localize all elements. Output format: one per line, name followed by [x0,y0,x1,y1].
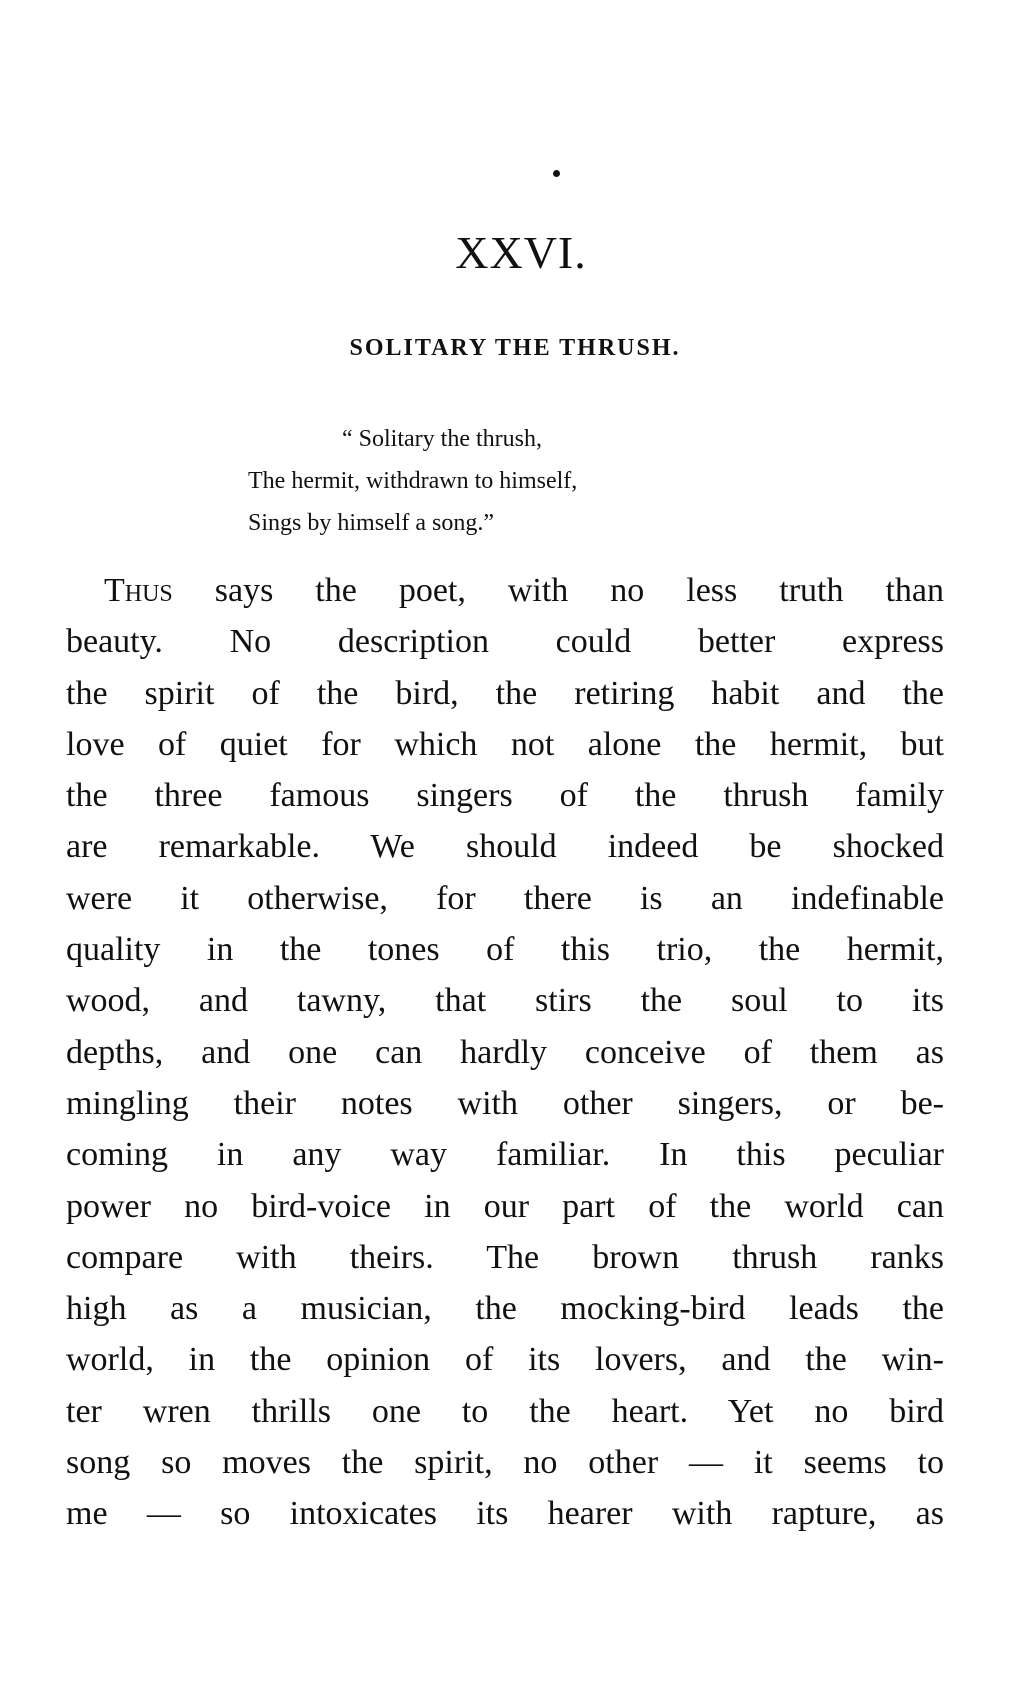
paragraph-line: wood, and tawny, that stirs the soul to its [66,982,944,1020]
chapter-title: SOLITARY THE THRUSH. [349,335,681,361]
paragraph-line: beauty. No description could better express [66,623,944,661]
body-paragraph [66,565,944,1540]
paragraph-line: the spirit of the bird, the retiring habit and the [66,674,944,712]
paragraph-line: ter wren thrills one to the heart. Yet no bird [66,1392,944,1430]
paragraph-line: quality in the tones of this trio, the hermit, [66,931,944,969]
paragraph-line: compare with theirs. The brown thrush ranks [66,1238,944,1276]
ink-speck [553,170,560,177]
paragraph-line: song so moves the spirit, no other — it seems to [66,1444,944,1482]
lead-word: Thus [104,572,173,609]
paragraph-line [66,565,944,616]
chapter-number: XXVI. [455,227,587,278]
paragraph-line: depths, and one can hardly conceive of them as [66,1033,944,1071]
epigraph-line: Sings by himself a song.” [248,510,494,536]
paragraph-line: mingling their notes with other singers, or be- [66,1084,944,1122]
epigraph-line: “ Solitary the thrush, [342,426,542,452]
first-line-text: says the poet, with no less truth than [172,572,944,609]
paragraph-line: are remarkable. We should indeed be shocked [66,828,944,866]
paragraph-line: love of quiet for which not alone the hermit, but [66,725,944,763]
paragraph-line: were it otherwise, for there is an indefinable [66,879,944,917]
paragraph-line: high as a musician, the mocking-bird leads the [66,1290,944,1328]
paragraph-line: me — so intoxicates its hearer with rapture, as [66,1495,944,1533]
epigraph-line: The hermit, withdrawn to himself, [248,468,578,494]
paragraph-line: coming in any way familiar. In this peculiar [66,1136,944,1174]
paragraph-line: the three famous singers of the thrush family [66,777,944,815]
epigraph [248,418,577,544]
paragraph-line: world, in the opinion of its lovers, and the win- [66,1341,944,1379]
paragraph-line: power no bird-voice in our part of the world can [66,1187,944,1225]
